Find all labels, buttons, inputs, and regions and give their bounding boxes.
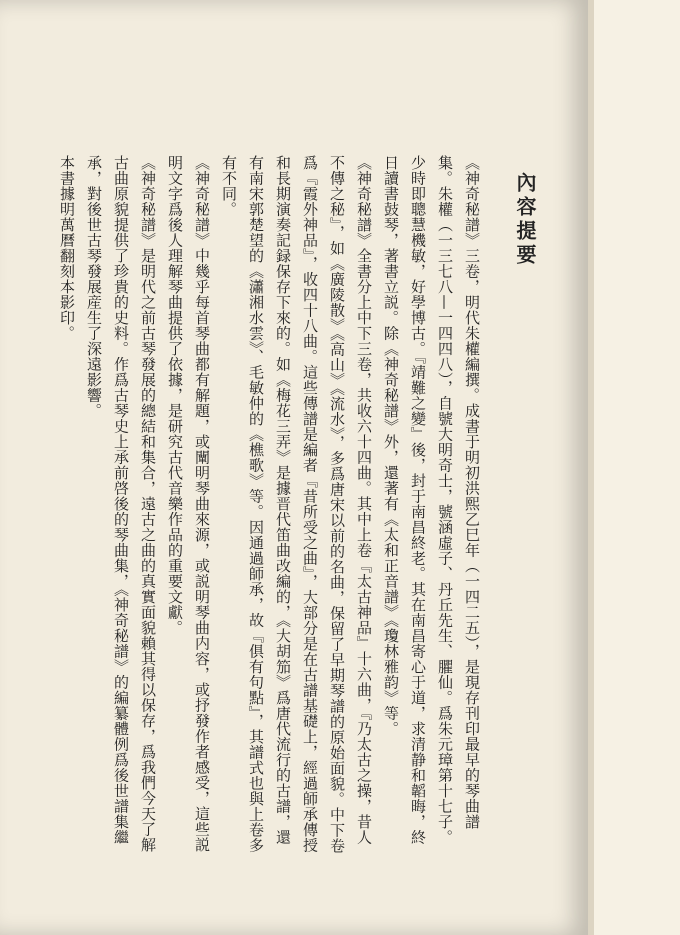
page-title: 內容提要	[513, 172, 537, 268]
paragraph-3: 《神奇秘譜》中幾乎每首琴曲都有解題，或闡明琴曲來源，或説明琴曲内容，或抒發作者感受，這些説明文字爲後人理解琴曲提供了依據，是研究古代音樂作品的重要文獻。	[166, 155, 211, 853]
paragraph-4: 《神奇秘譜》是明代之前古琴發展的總結和集合，遠古之曲的真實面貌賴其得以保存，爲我們今天了解古曲原貌提供了珍貴的史料。作爲古琴史上承前啓後的琴曲集，《神奇秘譜》的編纂體例爲後世譜集繼承，對後世古琴發展産生了深遠影響。	[85, 155, 157, 853]
page-text-column	[58, 140, 538, 860]
paragraph-2: 《神奇秘譜》全書分上中下三卷，共收六十四曲。其中上卷『太古神品』十六曲，『乃太古之操，昔人不傳之秘』，如《廣陵散》《高山》《流水》，多爲唐宋以前的名曲，保留了早期琴譜的原始面貌。中下卷爲『霞外神品』，收四十八曲。這些傳譜是編者『昔所受之曲』，大部分是在古譜基礎上，經過師承傳授和長期演奏記録保存下來的。如《梅花三弄》是據晋代笛曲改編的，《大胡笳》爲唐代流行的古譜，還有南宋郭楚望的《瀟湘水雲》、毛敏仲的《樵歌》等。因通過師承，故『俱有句點』，其譜式也與上卷多有不同。	[220, 155, 373, 854]
paragraph-1: 《神奇秘譜》三卷，明代朱權編撰。成書于明初洪熙乙巳年（一四二五），是現存刊印最早的琴曲譜集。朱權（一三七八—一四四八），自號大明奇士，號涵虛子、丹丘先生、臞仙。爲朱元璋第十七子。少時即聰慧機敏，好學博古。『靖難之變』後，封于南昌終老。其在南昌寄心于道，求清静和韜晦，終日讀書鼓琴，著書立説。除《神奇秘譜》外，還著有《太和正音譜》《瓊林雅韵》等。	[382, 155, 481, 845]
adjacent-page-edge	[588, 0, 680, 935]
paragraph-5: 本書據明萬曆翻刻本影印。	[58, 155, 76, 341]
